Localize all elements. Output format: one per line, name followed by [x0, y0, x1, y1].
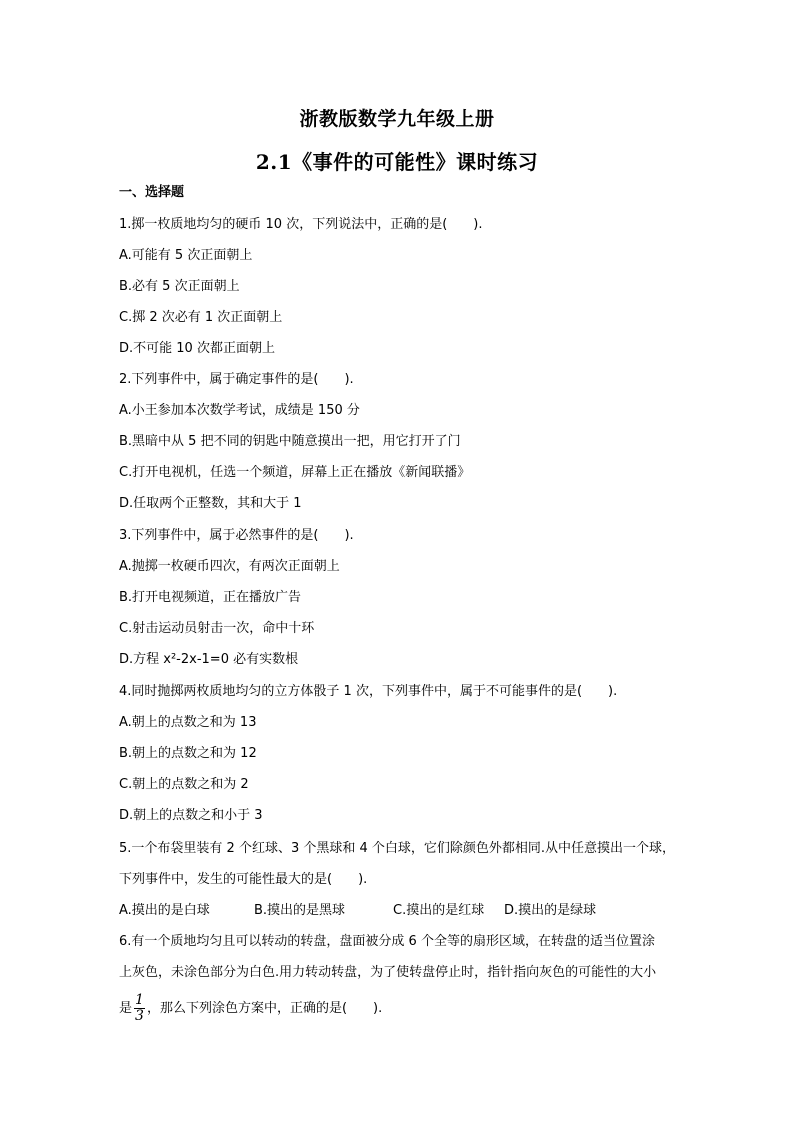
- question-5-options: [119, 903, 596, 919]
- question-3-option-c: C.射击运动员射击一次，命中十环: [119, 621, 315, 636]
- question-4-option-d: D.朝上的点数之和小于 3: [119, 808, 263, 823]
- question-3-option-b: B.打开电视频道，正在播放广告: [119, 590, 302, 605]
- question-2-option-a: A.小王参加本次数学考试，成绩是 150 分: [119, 403, 360, 418]
- question-3-option-a: A.抛掷一枚硬币四次，有两次正面朝上: [119, 559, 340, 574]
- question-5-option-d: D.摸出的是绿球: [504, 903, 597, 918]
- question-6-stem-line-2: 上灰色，未涂色部分为白色.用力转动转盘，为了使转盘停止时，指针指向灰色的可能性的大小: [119, 965, 657, 980]
- question-5-stem-line-1: 5.一个布袋里装有 2 个红球、3 个黑球和 4 个白球，它们除颜色外都相同.从中任意摸出一个球，: [119, 841, 676, 856]
- question-3-option-d: D.方程 x²-2x-1=0 必有实数根: [119, 652, 299, 667]
- question-2-option-b: B.黑暗中从 5 把不同的钥匙中随意摸出一把，用它打开了门: [119, 434, 461, 449]
- document-title: 浙教版数学九年级上册: [299, 108, 495, 130]
- question-1-option-d: D.不可能 10 次都正面朝上: [119, 341, 275, 356]
- question-5-option-b: B.摸出的是黑球: [254, 903, 346, 918]
- fraction-one-third: [134, 993, 145, 1024]
- question-5-option-c: C.摸出的是红球: [393, 903, 485, 918]
- question-1-option-a: A.可能有 5 次正面朝上: [119, 248, 253, 263]
- question-1-option-b: B.必有 5 次正面朝上: [119, 279, 240, 294]
- question-6-stem-prefix: 是: [119, 1001, 133, 1016]
- question-4-option-b: B.朝上的点数之和为 12: [119, 746, 257, 761]
- fraction-numerator: 1: [135, 992, 144, 1008]
- question-6-stem-line-3: [119, 992, 382, 1026]
- question-4-option-c: C.朝上的点数之和为 2: [119, 777, 249, 792]
- question-5-stem-line-2: 下列事件中，发生的可能性最大的是( ).: [119, 872, 368, 887]
- question-2-option-c: C.打开电视机，任选一个频道，屏幕上正在播放《新闻联播》: [119, 465, 471, 480]
- fraction-denominator: 3: [135, 1008, 144, 1024]
- question-1-stem: 1.掷一枚质地均匀的硬币 10 次，下列说法中，正确的是( ).: [119, 217, 483, 232]
- document-subtitle: 2.1《事件的可能性》课时练习: [255, 150, 539, 174]
- question-2-option-d: D.任取两个正整数，其和大于 1: [119, 496, 302, 511]
- question-3-stem: 3.下列事件中，属于必然事件的是( ).: [119, 528, 354, 543]
- section-heading: 一、选择题: [119, 185, 185, 200]
- question-4-stem: 4.同时抛掷两枚质地均匀的立方体骰子 1 次，下列事件中，属于不可能事件的是( ).: [119, 684, 618, 699]
- question-5-option-a: A.摸出的是白球: [119, 903, 210, 918]
- question-4-option-a: A.朝上的点数之和为 13: [119, 715, 257, 730]
- question-1-option-c: C.掷 2 次必有 1 次正面朝上: [119, 310, 283, 325]
- question-6-stem-line-1: 6.有一个质地均匀且可以转动的转盘，盘面被分成 6 个全等的扇形区域，在转盘的适当位置涂: [119, 934, 655, 949]
- question-2-stem: 2.下列事件中，属于确定事件的是( ).: [119, 372, 354, 387]
- question-6-stem-suffix: ，那么下列涂色方案中，正确的是( ).: [146, 1001, 383, 1016]
